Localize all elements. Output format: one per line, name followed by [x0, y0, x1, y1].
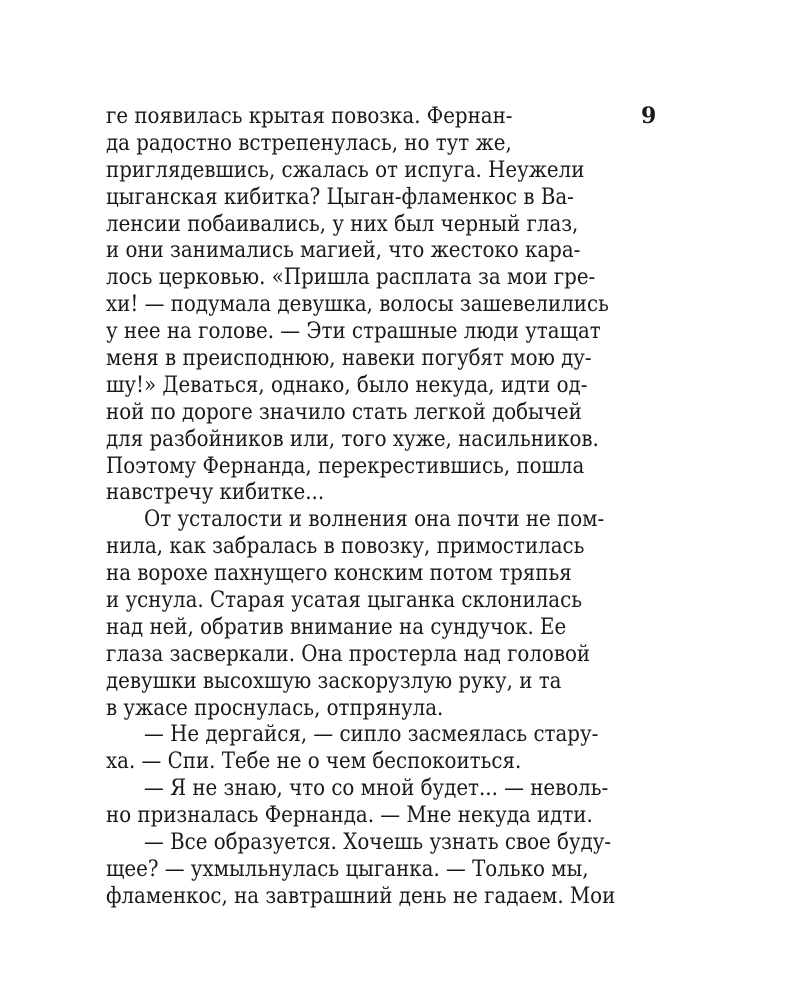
body-text — [106, 104, 615, 911]
text-line: цыганская кибитка? Цыган-фламенкос в Ва- — [106, 184, 574, 210]
text-line: ной по дороге значило стать легкой добычей — [106, 399, 582, 425]
text-line: девушки высохшую заскорузлую руку, и та — [106, 668, 562, 694]
text-line: у нее на голове. — Эти страшные люди утащат — [106, 319, 601, 345]
text-line: ге появилась крытая повозка. Фернан- — [106, 104, 513, 129]
text-line: фламенкос, на завтрашний день не гадаем. Мои — [106, 883, 616, 909]
page-number: 9 — [641, 103, 657, 129]
text-line: да радостно встрепенулась, но тут же, — [106, 130, 512, 156]
text-line: на ворохе пахнущего конским потом тряпья — [106, 561, 572, 587]
text-line: ленсии побаивались, у них был черный глаз, — [106, 211, 579, 237]
text-line: Поэтому Фернанда, перекрестившись, пошла — [106, 453, 585, 479]
text-line: навстречу кибитке... — [106, 480, 325, 506]
text-line: в ужасе проснулась, отпрянула. — [106, 695, 444, 721]
text-line: ха. — Спи. Тебе не о чем беспокоиться. — [106, 749, 522, 775]
dialogue-line: — Я не знаю, что со мной будет... — неволь- — [144, 776, 609, 802]
paragraph-start-line: От усталости и волнения она почти не пом- — [144, 507, 605, 533]
text-line: и уснула. Старая усатая цыганка склонилась — [106, 588, 582, 614]
text-line: лось церковью. «Пришла расплата за мои гре- — [106, 265, 596, 291]
text-line: приглядевшись, сжалась от испуга. Неужели — [106, 157, 585, 183]
text-line: над ней, обратив внимание на сундучок. Ее — [106, 614, 567, 640]
text-line: хи! — подумала девушка, волосы зашевелились — [106, 292, 609, 318]
dialogue-line: — Все образуется. Хочешь узнать свое буду- — [144, 830, 612, 856]
text-line: щее? — ухмыльнулась цыганка. — Только мы, — [106, 856, 589, 882]
text-line: но призналась Фернанда. — Мне некуда идти. — [106, 803, 593, 829]
text-line: для разбойников или, того хуже, насильников. — [106, 426, 599, 452]
text-line: глаза засверкали. Она простерла над головой — [106, 641, 591, 667]
dialogue-line: — Не дергайся, — сипло засмеялась стару- — [144, 722, 599, 748]
text-line: нила, как забралась в повозку, примостилась — [106, 534, 585, 560]
text-line: шу!» Деваться, однако, было некуда, идти од- — [106, 372, 588, 398]
text-line: и они занимались магией, что жестоко кара- — [106, 238, 581, 264]
text-line: меня в преисподнюю, навеки погубят мою ду- — [106, 346, 592, 372]
